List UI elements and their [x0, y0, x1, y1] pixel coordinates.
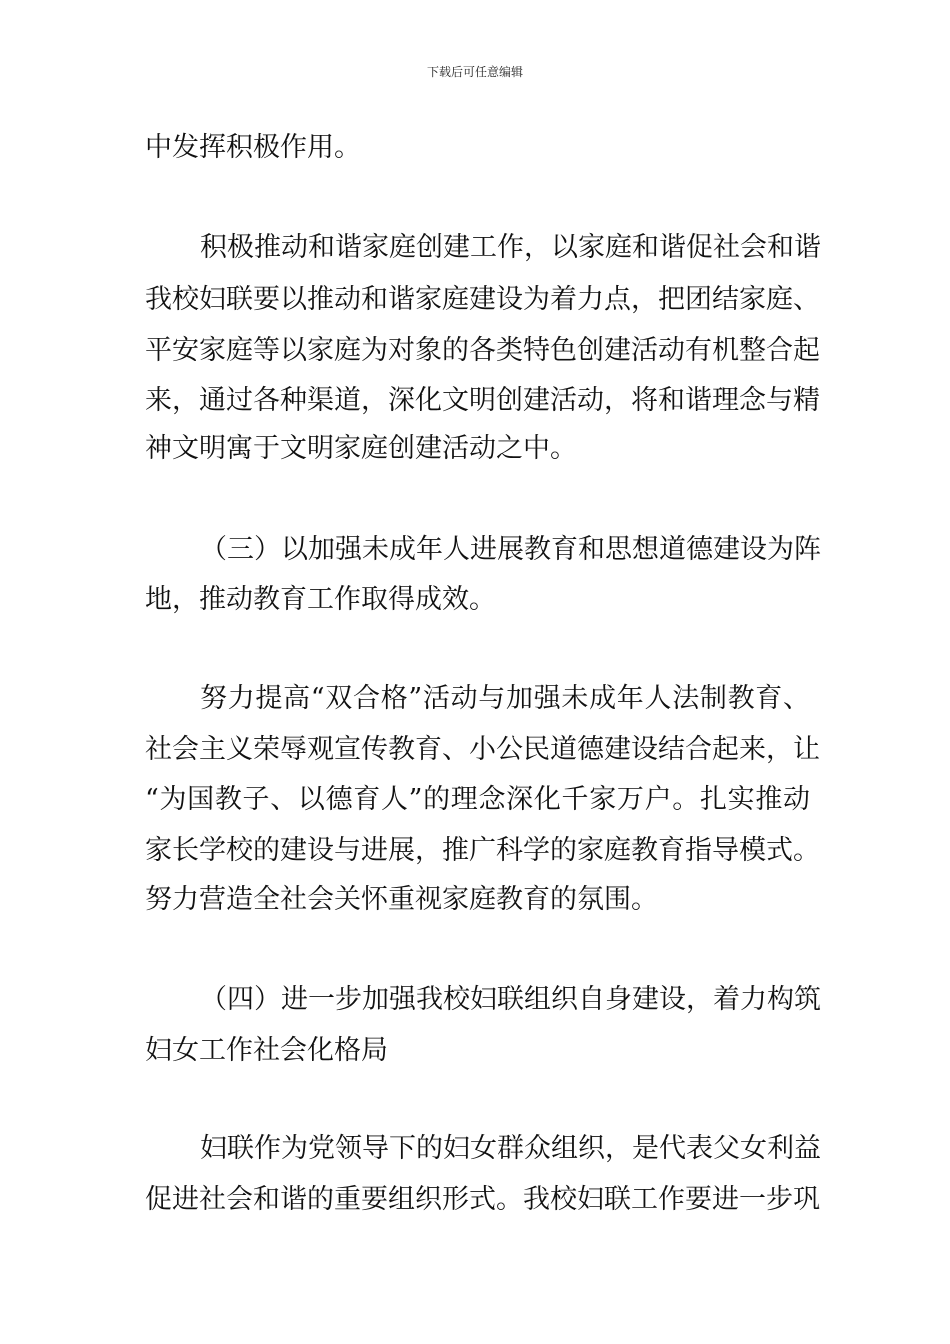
paragraph-4-line-1: 努力提高“双合格”活动与加强未成年人法制教育、	[200, 683, 810, 714]
paragraph-1-line-1: 中发挥积极作用。	[145, 132, 361, 163]
paragraph-2-line-1: 积极推动和谐家庭创建工作，以家庭和谐促社会和谐	[200, 232, 821, 263]
paragraph-5-line-2: 妇女工作社会化格局	[145, 1035, 388, 1066]
paragraph-6-line-2: 促进社会和谐的重要组织形式。我校妇联工作要进一步巩	[145, 1184, 820, 1215]
paragraph-4-line-4: 家长学校的建设与进展，推广科学的家庭教育指导模式。	[145, 835, 820, 866]
paragraph-4-line-5: 努力营造全社会关怀重视家庭教育的氛围。	[145, 884, 658, 915]
paragraph-2-line-3: 平安家庭等以家庭为对象的各类特色创建活动有机整合起	[145, 335, 820, 366]
paragraph-2-line-5: 神文明寓于文明家庭创建活动之中。	[145, 433, 577, 464]
page-header: 下载后可任意编辑	[426, 65, 523, 79]
paragraph-4-line-3: “为国教子、以德育人”的理念深化千家万户。扎实推动	[145, 784, 810, 815]
paragraph-4-line-2: 社会主义荣辱观宣传教育、小公民道德建设结合起来，让	[145, 734, 820, 765]
paragraph-3-line-2: 地，推动教育工作取得成效。	[145, 584, 496, 615]
paragraph-3-line-1: （三）以加强未成年人进展教育和思想道德建设为阵	[200, 534, 821, 565]
paragraph-6-line-1: 妇联作为党领导下的妇女群众组织，是代表父女利益	[200, 1133, 821, 1164]
paragraph-2-line-2: 我校妇联要以推动和谐家庭建设为着力点，把团结家庭、	[145, 284, 820, 315]
paragraph-2-line-4: 来，通过各种渠道，深化文明创建活动，将和谐理念与精	[145, 385, 820, 416]
paragraph-5-line-1: （四）进一步加强我校妇联组织自身建设，着力构筑	[200, 984, 821, 1015]
